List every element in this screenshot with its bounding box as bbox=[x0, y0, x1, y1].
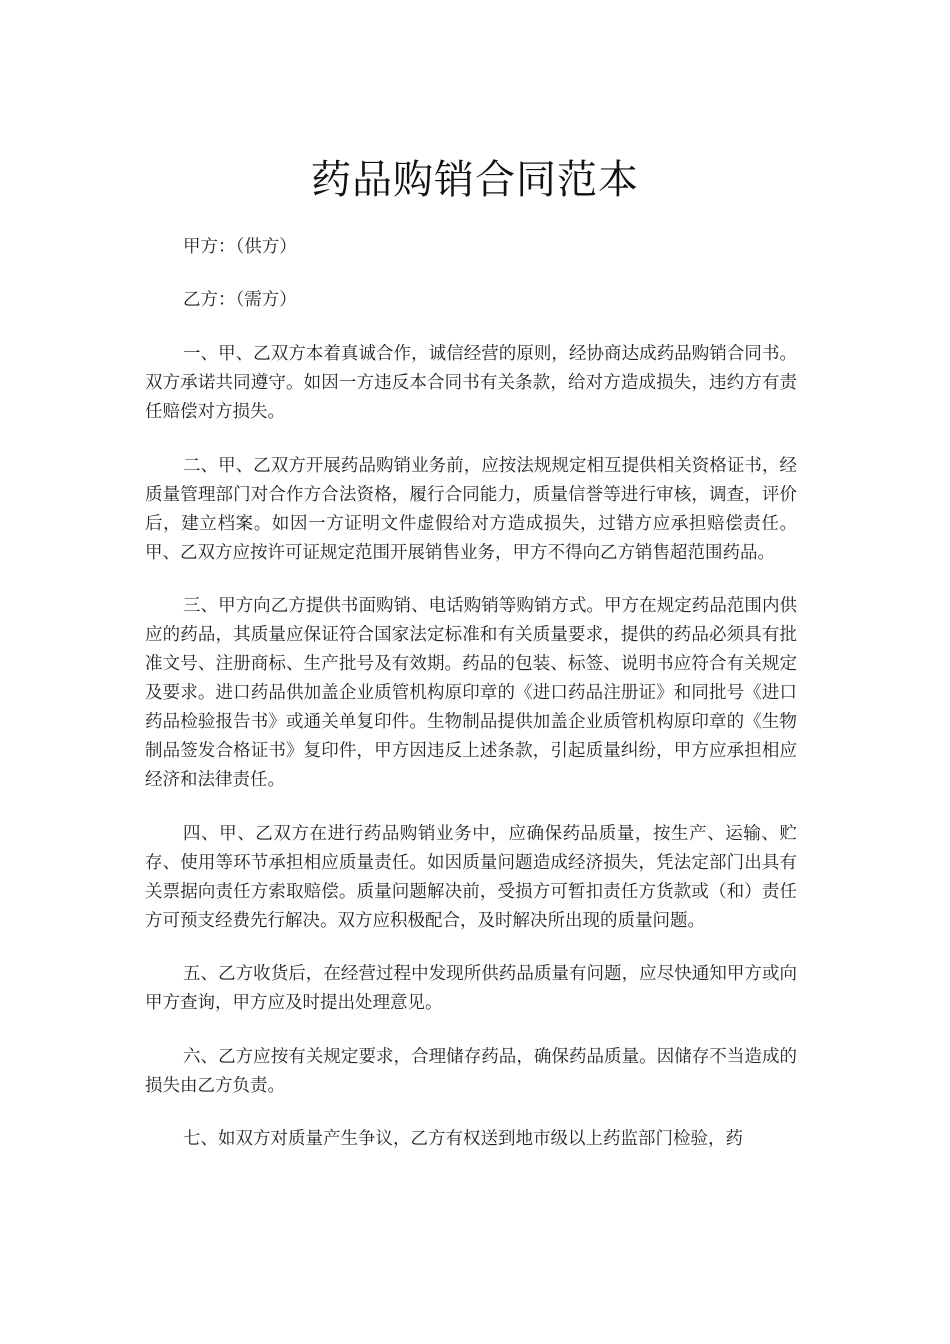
clause-5: 五、乙方收货后，在经营过程中发现所供药品质量有问题，应尽快通知甲方或向甲方查询，甲方应及时提出处理意见。 bbox=[145, 964, 797, 1013]
clause-1: 一、甲、乙双方本着真诚合作，诚信经营的原则，经协商达成药品购销合同书。双方承诺共同遵守。如因一方违反本合同书有关条款，给对方造成损失，违约方有责任赔偿对方损失。 bbox=[145, 344, 797, 422]
clause-4: 四、甲、乙双方在进行药品购销业务中，应确保药品质量，按生产、运输、贮存、使用等环节承担相应质量责任。如因质量问题造成经济损失，凭法定部门出具有关票据向责任方索取赔偿。质量问题解决前，受损方可暂扣责任方货款或（和）责任方可预支经费先行解决。双方应积极配合，及时解决所出现的质量问题。 bbox=[145, 823, 797, 931]
clause-2: 二、甲、乙双方开展药品购销业务前，应按法规规定相互提供相关资格证书，经质量管理部门对合作方合法资格，履行合同能力，质量信誉等进行审核，调查，评价后，建立档案。如因一方证明文件虚假给对方造成损失，过错方应承担赔偿责任。甲、乙双方应按许可证规定范围开展销售业务，甲方不得向乙方销售超范围药品。 bbox=[145, 455, 797, 563]
clause-7: 七、如双方对质量产生争议，乙方有权送到地市级以上药监部门检验，药 bbox=[183, 1129, 743, 1149]
clause-3: 三、甲方向乙方提供书面购销、电话购销等购销方式。甲方在规定药品范围内供应的药品，其质量应保证符合国家法定标准和有关质量要求，提供的药品必须具有批准文号、注册商标、生产批号及有效期。药品的包装、标签、说明书应符合有关规定及要求。进口药品供加盖企业质管机构原印章的《进口药品注册证》和同批号《进口药品检验报告书》或通关单复印件。生物制品提供加盖企业质管机构原印章的《生物制品签发合格证书》复印件，甲方因违反上述条款，引起质量纠纷，甲方应承担相应经济和法律责任。 bbox=[145, 596, 797, 790]
party-b-line: 乙方：（需方） bbox=[183, 290, 297, 310]
clause-6: 六、乙方应按有关规定要求，合理储存药品，确保药品质量。因储存不当造成的损失由乙方负责。 bbox=[145, 1046, 797, 1096]
party-a-line: 甲方：（供方） bbox=[183, 237, 297, 257]
contract-body bbox=[145, 340, 797, 1179]
document-title: 药品购销合同范本 bbox=[311, 157, 639, 203]
